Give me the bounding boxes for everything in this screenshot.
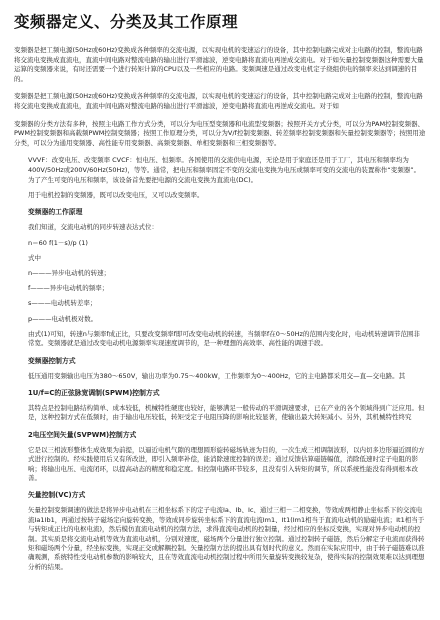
svpwm-heading: 2电压空间矢量(SVPWM)控制方式 <box>28 430 137 439</box>
formula: n＝60 f(1－s)/p (1) <box>28 238 88 247</box>
purpose-text: 用于电机控制的变频器，既可以改变电压，又可以改变频率。 <box>28 191 204 200</box>
principle-heading: 变频器的工作原理 <box>28 208 83 217</box>
spwm-text: 其特点是控制电路结构简单、成本较低，机械特性硬度也较好，能够满足一般传动的平滑调速要求，已在产业的各个领域得到广泛应用。但是，这种控制方式在低频时，由于输出电压较低，转矩受定子电阻压降的影响比较显著，使输出最大转矩减小。另外，其机械特性终究 <box>28 403 425 422</box>
svpwm-text: 它是以三相波形整体生成效果为前提，以逼近电机气隙的理想圆形旋转磁场轨迹为目的，一次生成三相调制波形，以内切多边形逼近圆的方式进行控制的。经实践使用后又有所改进，即引入频率补偿，能消除速度控制的误差；通过反馈估算磁链幅值，消除低速时定子电阻的影响；将输出电压、电流闭环，以提高动态的精度和稳定度。但控制电路环节较多，且没有引入转矩的调节，所以系统性能没有得到根本改善。 <box>28 445 425 482</box>
var-f: f———异步电动机的频率； <box>28 284 109 293</box>
formula-explanation: 由式(1)可知，转速n与频率f成正比，只要改变频率f即可改变电动机的转速，当频率f在0～50Hz的范围内变化时，电动机转速调节范围非常宽。变频器就是通过改变电动机电源频率实现速度调节的，是一种理想的高效率、高性能的调速手段。 <box>28 329 420 348</box>
var-p: p———电动机极对数。 <box>28 314 98 323</box>
intro-paragraph: 变频器是把工频电源(50Hz或60Hz)变换成各种频率的交流电源，以实现电机的变速运行的设备，其中控制电路完成对主电路的控制，整流电路将交流电变换成直流电，直流中间电路对整流电路的输出进行平滑滤波，逆变电路将直流电再逆成交流电。对于如矢量控制变频器这种需要大量运算的变频器来说，有时还需要一个进行转矩计算的CPU以及一些相应的电路。变频调速是通过改变电机定子绕组供电的频率来达到调速的目的。 <box>14 46 424 83</box>
definition-paragraph: 变频器是把工频电源(50Hz或60Hz)变换成各种频率的交流电源，以实现电机的变速运行的设备，其中控制电路完成对主电路的控制，整流电路将交流电变换成直流电，直流中间电路对整流电路的输出进行平滑滤波，逆变电路将直流电再逆成交流电。对于如 <box>14 92 423 110</box>
control-heading: 变频器控制方式 <box>28 356 76 365</box>
vc-text: 矢量控制变频调速的做法是将异步电动机在三相坐标系下的定子电流Ia、Ib、Ic、通过三相－二相变换，等效成两相静止坐标系下的交流电流Ia1Ib1，再通过按转子磁场定向旋转变换，等效成同步旋转坐标系下的直流电流Im1、It1(Im1相当于直流电动机的励磁电流；It1相当于与转矩成正比的电枢电流)，然后模仿直流电动机的控制方法，求得直流电动机的控制量，经过相应的坐标反变换，实现对异步电动机的控制。其实质是将交流电动机等效为直流电动机，分别对速度，磁场两个分量进行独立控制。通过控制转子磁链，然后分解定子电流而获得转矩和磁场两个分量，经坐标变换，实现正交或解耦控制。矢量控制方法的提出具有划时代的意义。然而在实际应用中，由于转子磁链难以准确观测，系统特性受电动机参数的影响较大，且在等效直流电动机控制过程中所用矢量旋转变换较复杂，使得实际的控制效果难以达到理想分析的结果。 <box>28 506 425 571</box>
control-intro: 低压通用变频输出电压为380～650V，输出功率为0.75～400kW，工作频率为0～400Hz，它的主电路都采用交—直—交电路。其 <box>28 371 406 380</box>
formula-where: 式中 <box>28 253 41 262</box>
principle-intro: 我们知道，交流电动机的同步转速表达式位： <box>28 223 158 232</box>
vvvf-paragraph: VVVF：改变电压、改变频率 CVCF：恒电压、恒频率。各国使用的交流供电电源，无论是用于家庭还是用于工厂，其电压和频率均为400V/50Hz或200V/60Hz(50Hz)，等等。通常，把电压和频率固定不变的交流电变换为电压或频率可变的交流电的装置称作“变频器”。为了产生可变的电压和频率，该设备首先要把电源的交流电变换为直流电(DC)。 <box>28 156 421 184</box>
classification-paragraph: 变频器的分类方法有多种，按照主电路工作方式分类，可以分为电压型变频器和电流型变频器；按照开关方式分类，可以分为PAM控制变频器、PWM控制变频器和高载频PWM控制变频器；按照工作原理分类，可以分为V/f控制变频器、转差频率控制变频器和矢量控制变频器等；按照用途分类，可以分为通用变频器、高性能专用变频器、高频变频器、单相变频器和三相变频器等。 <box>14 119 426 147</box>
spwm-heading: 1U/f=C的正弦脉宽调制(SPWM)控制方式 <box>28 388 160 397</box>
var-n: n———异步电动机的转速； <box>28 268 111 277</box>
vc-heading: 矢量控制(VC)方式 <box>28 491 86 500</box>
var-s: s———电动机转差率； <box>28 299 97 308</box>
page-title: 变频器定义、分类及其工作原理 <box>14 13 239 31</box>
